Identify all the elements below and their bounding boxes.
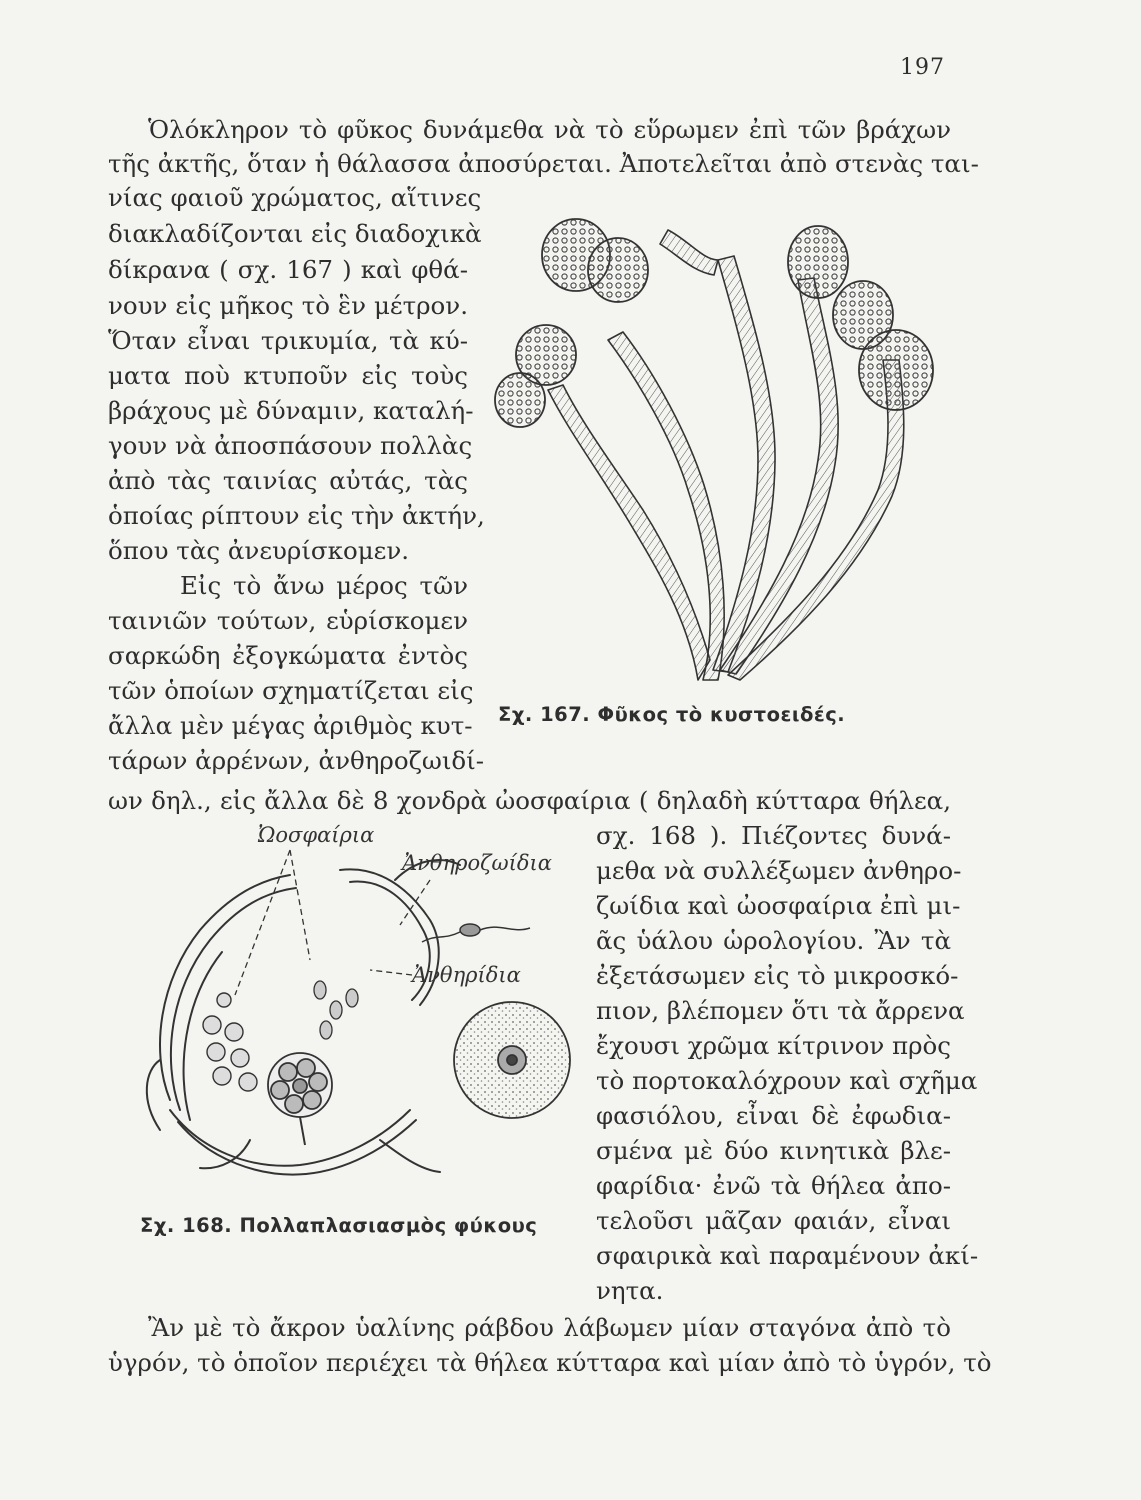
text-line: τὸ πορτοκαλόχρουν καὶ σχῆμα bbox=[596, 1066, 978, 1095]
text-line: Ὅταν εἶναι τρικυμία, τὰ κύ- bbox=[108, 326, 468, 355]
text-line: νουν εἰς μῆκος τὸ ἓν μέτρον. bbox=[108, 291, 468, 320]
text-line: φασιόλου, εἶναι δὲ ἐφωδια- bbox=[596, 1101, 951, 1130]
text-line: γουν νὰ ἀποσπάσουν πολλὰς bbox=[108, 431, 473, 460]
text-line: Ὁλόκληρον τὸ φῦκος δυνάμεθα νὰ τὸ εὕρωμεν ἐπὶ τῶν βράχων bbox=[148, 115, 951, 144]
text-line: ὁποίας ρίπτουν εἰς τὴν ἀκτήν, bbox=[108, 501, 485, 530]
text-line: τῶν ὁποίων σχηματίζεται εἰς bbox=[108, 676, 474, 705]
text-line: σαρκώδη ἐξογκώματα ἐντὸς bbox=[108, 641, 468, 670]
text-line: νητα. bbox=[596, 1276, 664, 1305]
text-line: διακλαδίζονται εἰς διαδοχικὰ bbox=[108, 219, 482, 248]
text-line: μεθα νὰ συλλέξωμεν ἀνθηρο- bbox=[596, 856, 962, 885]
figure-167-seaweed-illustration bbox=[488, 200, 958, 700]
text-line: ἔχουσι χρῶμα κίτρινον πρὸς bbox=[596, 1031, 952, 1060]
text-line: τελοῦσι μᾶζαν φαιάν, εἶναι bbox=[596, 1206, 951, 1235]
text-line: ἀπὸ τὰς ταινίας αὐτάς, τὰς bbox=[108, 466, 468, 495]
label-antherozoids: Ἀνθηροζωίδια bbox=[402, 851, 552, 875]
text-line: τάρων ἀρρένων, ἀνθηροζωιδί- bbox=[108, 746, 485, 775]
text-line: δίκρανα ( σχ. 167 ) καὶ φθά- bbox=[108, 255, 468, 284]
figure-167-caption: Σχ. 167. Φῦκος τὸ κυστοειδές. bbox=[498, 703, 846, 726]
text-line: σφαιρικὰ καὶ παραμένουν ἀκί- bbox=[596, 1241, 979, 1270]
figure-168-reproduction-illustration bbox=[140, 810, 580, 1205]
text-line: ων δηλ., εἰς ἄλλα δὲ 8 χονδρὰ ὠοσφαίρια ( δηλαδὴ κύτταρα θήλεα, bbox=[108, 786, 951, 815]
figure-168-caption: Σχ. 168. Πολλαπλασιασμὸς φύκους bbox=[140, 1214, 538, 1237]
text-line: ἄλλα μὲν μέγας ἀριθμὸς κυτ- bbox=[108, 711, 473, 740]
text-line: Εἰς τὸ ἄνω μέρος τῶν bbox=[180, 571, 468, 600]
text-line: ματα ποὺ κτυποῦν εἰς τοὺς bbox=[108, 361, 468, 390]
text-line: φαρίδια· ἐνῶ τὰ θήλεα ἀπο- bbox=[596, 1171, 951, 1200]
text-line: τῆς ἀκτῆς, ὅταν ἡ θάλασσα ἀποσύρεται. Ἀποτελεῖται ἀπὸ στενὰς ται- bbox=[108, 149, 979, 178]
text-line: σμένα μὲ δύο κινητικὰ βλε- bbox=[596, 1136, 951, 1165]
text-line: ζωίδια καὶ ὠοσφαίρια ἐπὶ μι- bbox=[596, 891, 961, 920]
text-line: ὑγρόν, τὸ ὁποῖον περιέχει τὰ θήλεα κύτταρα καὶ μίαν ἀπὸ τὸ ὑγρόν, τὸ bbox=[108, 1348, 992, 1377]
label-oospheres: Ὠοσφαίρια bbox=[258, 823, 375, 847]
label-antheridia: Ἀνθηρίδια bbox=[412, 963, 521, 987]
text-line: Ἂν μὲ τὸ ἄκρον ὑαλίνης ράβδου λάβωμεν μίαν σταγόνα ἀπὸ τὸ bbox=[148, 1313, 951, 1342]
text-line: πιον, βλέπομεν ὅτι τὰ ἄρρενα bbox=[596, 996, 965, 1025]
text-line: νίας φαιοῦ χρώματος, αἵτινες bbox=[108, 183, 482, 212]
text-line: σχ. 168 ). Πιέζοντες δυνά- bbox=[596, 821, 951, 850]
text-line: ᾶς ὑάλου ὡρολογίου. Ἂν τὰ bbox=[596, 926, 951, 955]
text-line: ὅπου τὰς ἀνευρίσκομεν. bbox=[108, 536, 410, 565]
text-line: ἐξετάσωμεν εἰς τὸ μικροσκό- bbox=[596, 961, 959, 990]
text-line: ταινιῶν τούτων, εὑρίσκομεν bbox=[108, 606, 468, 635]
page-number: 197 bbox=[900, 55, 945, 80]
text-line: βράχους μὲ δύναμιν, καταλή- bbox=[108, 396, 474, 425]
